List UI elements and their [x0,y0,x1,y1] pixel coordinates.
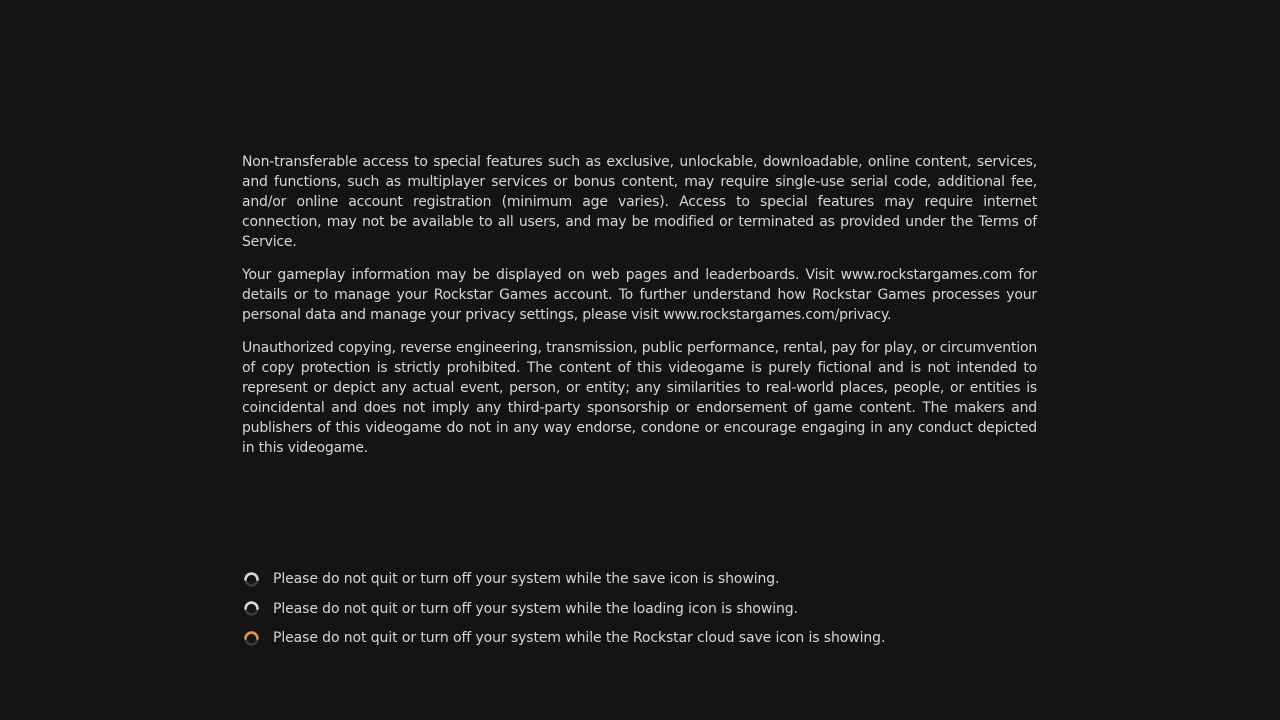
save-warning-row [243,568,1043,590]
legal-paragraph-online-features: Non-transferable access to special features such as exclusive, unlockable, downloadable, online content, services, and functions, such as multiplayer services or bonus content, may require single-use serial code, additional fee, and/or online account registration (minimum age varies). Access to special features may require internet connection, may not be available to all users, and may be modified or terminated as provided under the Terms of Service. [242,154,1037,250]
save-warning-text: Please do not quit or turn off your system while the save icon is showing. [273,571,780,587]
loading-spinner-icon [243,600,260,617]
save-warnings [243,568,1043,657]
save-spinner-icon [243,571,260,588]
legal-notice [242,152,1037,471]
loading-warning-row [243,598,1043,620]
cloud-save-warning-text: Please do not quit or turn off your system while the Rockstar cloud save icon is showing. [273,630,886,646]
legal-paragraph-copy-protection: Unauthorized copying, reverse engineering, transmission, public performance, rental, pay for play, or circumvention of copy protection is strictly prohibited. The content of this videogame is purely fictional and is not intended to represent or depict any actual event, person, or entity; any similarities to real-world places, people, or entities is coincidental and does not imply any third-party sponsorship or endorsement of game content. The makers and publishers of this videogame do not in any way endorse, condone or encourage engaging in any conduct depicted in this videogame. [242,340,1037,456]
cloud-save-warning-row [243,627,1043,649]
cloud-save-spinner-icon [243,630,260,647]
loading-warning-text: Please do not quit or turn off your system while the loading icon is showing. [273,600,798,617]
legal-paragraph-privacy: Your gameplay information may be displayed on web pages and leaderboards. Visit www.rockstargames.com for details or to manage your Rockstar Games account. To further understand how Rockstar Games processes your personal data and manage your privacy settings, please visit www.rockstargames.com/privacy. [242,267,1037,323]
